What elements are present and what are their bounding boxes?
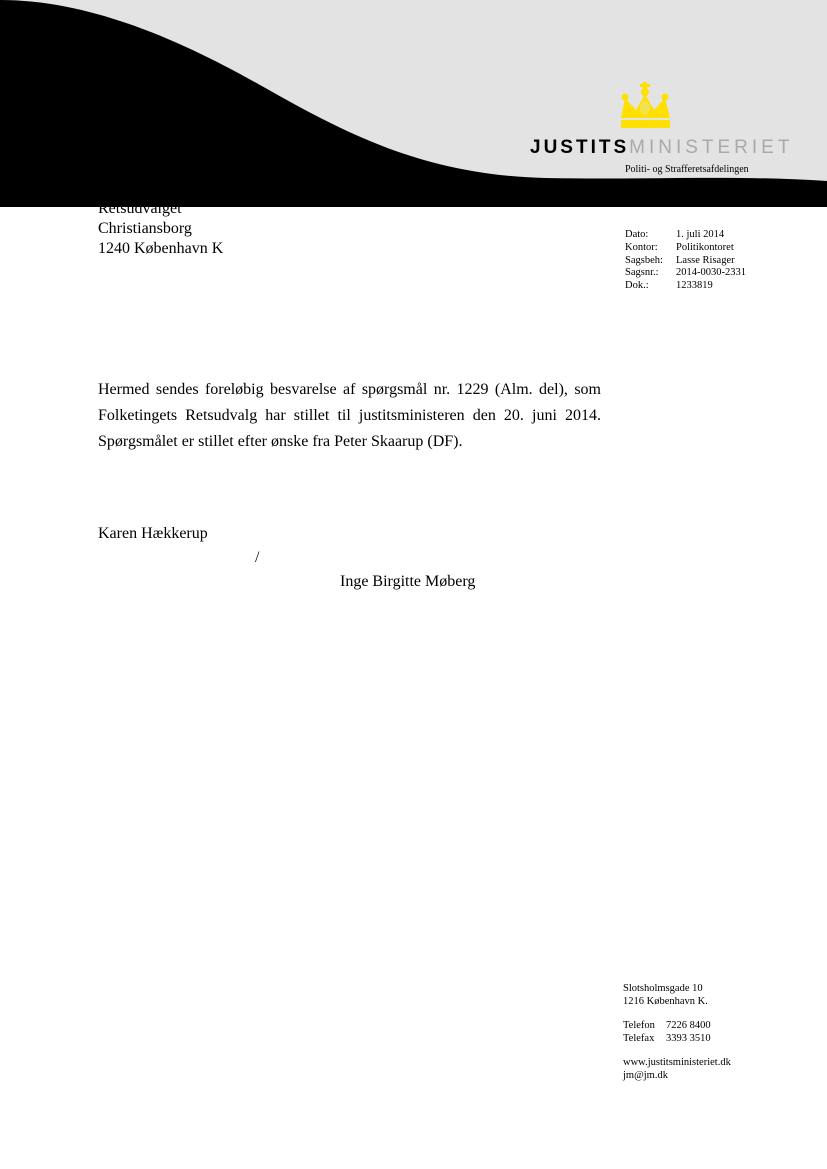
signature-separator: /: [255, 549, 260, 566]
meta-value: 1233819: [676, 280, 713, 292]
meta-row-caseworker: [625, 255, 746, 268]
address-line-1: Retsudvalget: [98, 200, 182, 217]
recipient-address: [98, 199, 223, 259]
footer-city: 1216 København K.: [623, 995, 708, 1007]
footer-email: jm@jm.dk: [623, 1069, 668, 1081]
meta-value: 2014-0030-2331: [676, 267, 746, 279]
fax-number: 3393 3510: [666, 1032, 711, 1044]
meta-row-office: [625, 242, 746, 255]
meta-value: Politikontoret: [676, 241, 734, 253]
logo-text-justits: JUSTITS: [530, 137, 630, 158]
meta-key: Kontor:: [625, 241, 658, 253]
footer-phone-row: [623, 1020, 731, 1033]
meta-key: Sagsnr.:: [625, 267, 659, 279]
meta-value: 1. juli 2014: [676, 229, 725, 240]
fax-label: Telefax: [623, 1032, 655, 1044]
document-meta: [625, 229, 746, 293]
letterhead-banner: [0, 0, 827, 210]
logo-text-ministeriet: MINISTERIET: [629, 137, 794, 158]
meta-key: Dato:: [625, 229, 649, 240]
phone-number: 7226 8400: [666, 1020, 711, 1032]
address-line-2: Christiansborg: [98, 220, 192, 237]
meta-key: Dok.:: [625, 280, 649, 292]
footer-contact: [623, 983, 731, 1083]
signatory-official: Inge Birgitte Møberg: [340, 573, 476, 590]
phone-label: Telefon: [623, 1020, 655, 1032]
letter-body: Hermed sendes foreløbig besvarelse af spørgsmål nr. 1229 (Alm. del), som Folketingets Retsudvalg har stillet til justitsministeren den 20. juni 2014. Spørgsmålet er stillet efter ønske fra Peter Skaarup (DF).: [98, 381, 601, 450]
meta-value: Lasse Risager: [676, 254, 735, 266]
footer-street: Slotsholmsgade 10: [623, 983, 703, 994]
address-line-3: 1240 København K: [98, 240, 224, 257]
meta-row-case-number: [625, 267, 746, 280]
meta-row-document: [625, 280, 746, 293]
ministry-logo: [530, 137, 793, 159]
signatory-minister: Karen Hækkerup: [98, 525, 208, 542]
meta-row-date: [625, 229, 746, 242]
meta-key: Sagsbeh:: [625, 254, 663, 266]
department-name: Politi- og Strafferetsafdelingen: [625, 164, 749, 175]
footer-website: www.justitsministeriet.dk: [623, 1057, 731, 1069]
footer-fax-row: [623, 1033, 731, 1046]
